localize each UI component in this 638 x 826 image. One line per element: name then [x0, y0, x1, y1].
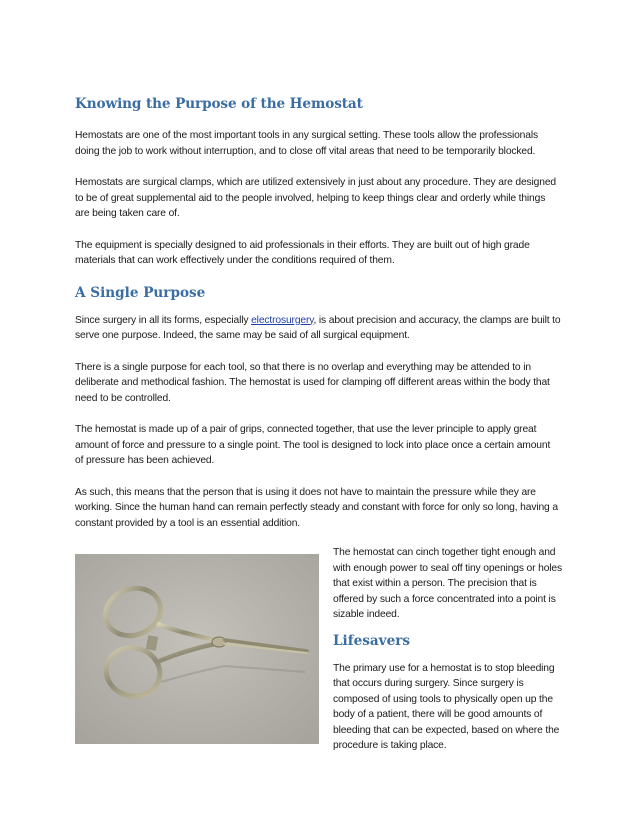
hemostat-illustration [75, 554, 319, 744]
single-purpose-paragraph-1 [75, 313, 561, 344]
side-column [333, 545, 563, 764]
electrosurgery-link[interactable]: electrosurgery [251, 314, 314, 326]
page-title: Knowing the Purpose of the Hemostat [75, 96, 363, 112]
intro-paragraph-3: The equipment is specially designed to aid professionals in their efforts. They are built out of high grade materials that can work effectively under the conditions required of them. [75, 239, 530, 266]
side-paragraph-2: The primary use for a hemostat is to stop bleeding that occurs during surgery. Since surgery is composed of using tools to physically open up the body of a patient, there will be good amounts of bleeding that can be expected, based on where the procedure is taking place. [333, 662, 560, 751]
paragraph-text: , is about precision and accuracy, the clamps are built to serve one purpose. Indeed, the same may be said of all surgical equipment. [75, 314, 561, 341]
section-heading-single-purpose: A Single Purpose [75, 284, 206, 301]
intro-paragraph-2: Hemostats are surgical clamps, which are utilized extensively in just about any procedure. They are designed to be of great supplemental aid to the people involved, helping to keep things clear and orderly while things are being taken care of. [75, 177, 556, 219]
single-purpose-paragraph-2: There is a single purpose for each tool, so that there is no overlap and everything may be attended to in deliberate and methodical fashion. The hemostat is used for clamping off different areas within the body that need to be controlled. [75, 361, 550, 404]
side-paragraph-1: The hemostat can cinch together tight enough and with enough power to seal off tiny openings or holes that exist within a person. The precision that is offered by such a force concentrated into a point is sizable indeed. [333, 547, 562, 620]
article-body [75, 96, 561, 775]
paragraph-text: Since surgery in all its forms, especially [75, 314, 252, 326]
single-purpose-paragraph-4: As such, this means that the person that is using it does not have to maintain the pressure while they are working. Since the human hand can remain perfectly steady and constant with force for only so long, having a constant provided by a tool is an essential addition. [75, 486, 558, 529]
single-purpose-paragraph-3: The hemostat is made up of a pair of grips, connected together, that use the lever principle to apply great amount of force and pressure to a single point. The tool is designed to lock into place once a certain amount of pressure has been achieved. [75, 424, 551, 466]
image-and-text-block [75, 545, 561, 775]
section-heading-lifesavers: Lifesavers [333, 632, 411, 649]
intro-paragraph-1: Hemostats are one of the most important tools in any surgical setting. These tools allow the professionals doing the job to work without interruption, and to close off vital areas that need to be temporarily blocked. [75, 130, 538, 157]
hemostat-photo [75, 554, 319, 744]
